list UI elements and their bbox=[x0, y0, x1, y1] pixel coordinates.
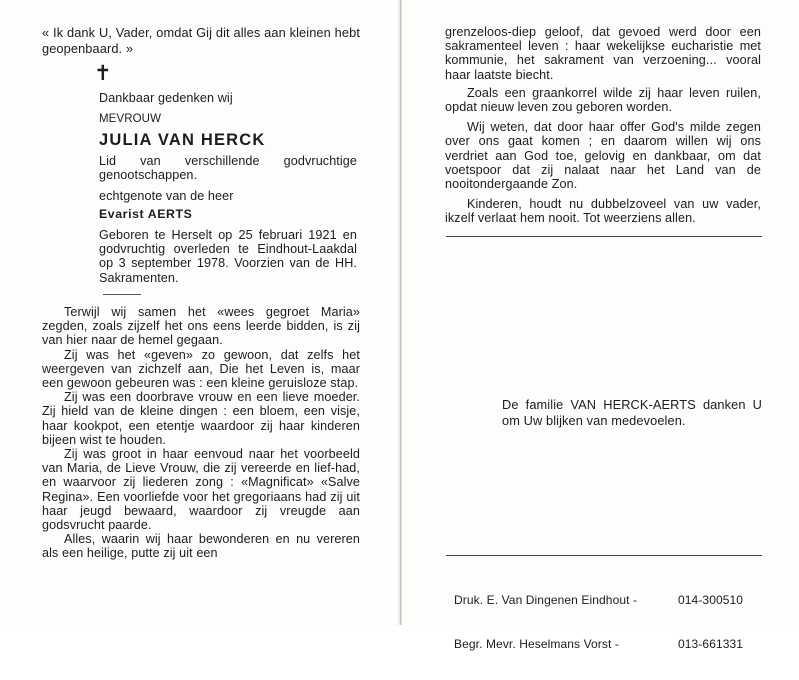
tribute-paragraph: Zoals een graankorrel wilde zij haar leven ruilen, opdat nieuw leven zou geboren worden. bbox=[445, 85, 761, 115]
printer-row bbox=[454, 593, 758, 608]
tribute-paragraph: Zij was groot in haar eenvoud naar het voorbeeld van Maria, de Lieve Vrouw, die zij vereerde en lief-had, en waarvoor zij liederen zong : «Magnificat» «Salve Regina». Een voorliefde voor het gregoriaans had zij uit haar jeugd bewaard, waardoor zij vreugde aan godsvrucht paarde. bbox=[42, 447, 360, 533]
printer-label: Begr. Mevr. Heselmans Vorst - bbox=[454, 636, 619, 651]
tribute-paragraph: Zij was een doorbrave vrouw en een lieve moeder. Zij hield van de kleine dingen : een bloem, een visje, haar kookpot, een etentje waardoor zij haar kinderen bijeen wist te houden. bbox=[42, 390, 360, 447]
membership-line: Lid van verschillende godvruchtige genootschappen. bbox=[99, 154, 357, 183]
spouse-name: Evarist AERTS bbox=[99, 207, 193, 221]
printer-credits bbox=[454, 564, 758, 680]
printer-row bbox=[454, 637, 758, 652]
family-thanks: De familie VAN HERCK-AERTS danken U om Uw blijken van medevoelen. bbox=[502, 397, 762, 428]
tribute-paragraph: Kinderen, houdt nu dubbelzoveel van uw vader, ikzelf verlaat hem nooit. Tot weerziens allen. bbox=[445, 197, 761, 226]
cross-icon: ✝ bbox=[94, 61, 112, 85]
divider-rule bbox=[103, 294, 141, 295]
tribute-paragraph: Terwijl wij samen het «wees gegroet Maria» zegden, zoals zijzelf het ons eens leerde bidden, is zij van hier naar de hemel gegaan. bbox=[42, 305, 360, 348]
divider-line bbox=[446, 555, 762, 556]
tribute-text-left bbox=[42, 305, 360, 561]
tribute-text-right bbox=[445, 25, 761, 232]
printer-phone: 014-300510 bbox=[678, 593, 744, 607]
tribute-paragraph: Zij was het «geven» zo gewoon, dat zelfs het weergeven van zichzelf aan, Die het Leven is, maar een gewoon gebeuren was : een kleine geruisloze stap. bbox=[42, 347, 360, 391]
title-mevrouw: MEVROUW bbox=[99, 113, 162, 125]
tribute-continuation: grenzeloos-diep geloof, dat gevoed werd door een sakramenteel leven : haar wekelijkse eucharistie met kommunie, het sakrament van verzoening... vooral haar laatste biecht. bbox=[445, 25, 761, 82]
spouse-intro: echtgenote van de heer bbox=[99, 189, 234, 203]
left-page bbox=[0, 0, 401, 625]
bible-quote: « Ik dank U, Vader, omdat Gij dit alles aan kleinen hebt geopenbaard. » bbox=[42, 25, 360, 56]
printer-phone: 013-661331 bbox=[678, 636, 744, 651]
printer-label: Druk. E. Van Dingenen Eindhout - bbox=[454, 593, 638, 607]
tribute-paragraph: Wij weten, dat door haar offer God's milde zegen over ons gaat komen ; en daarom willen wij ons verdriet aan God toe, gelovig en dankbaar, om dat voetspoor dat zij nalaat naar het Land van de nooitondergaande Zon. bbox=[445, 120, 761, 192]
birth-death-details: Geboren te Herselt op 25 februari 1921 en godvruchtig overleden te Eindhout-Laakdal op 3 september 1978. Voorzien van de HH. Sakramenten. bbox=[99, 228, 357, 285]
tribute-paragraph: Alles, waarin wij haar bewonderen en nu vereren als een heilige, putte zij uit een bbox=[42, 532, 360, 561]
deceased-name: JULIA VAN HERCK bbox=[99, 131, 266, 149]
divider-line bbox=[446, 236, 762, 237]
remembrance-line: Dankbaar gedenken wij bbox=[99, 91, 233, 105]
